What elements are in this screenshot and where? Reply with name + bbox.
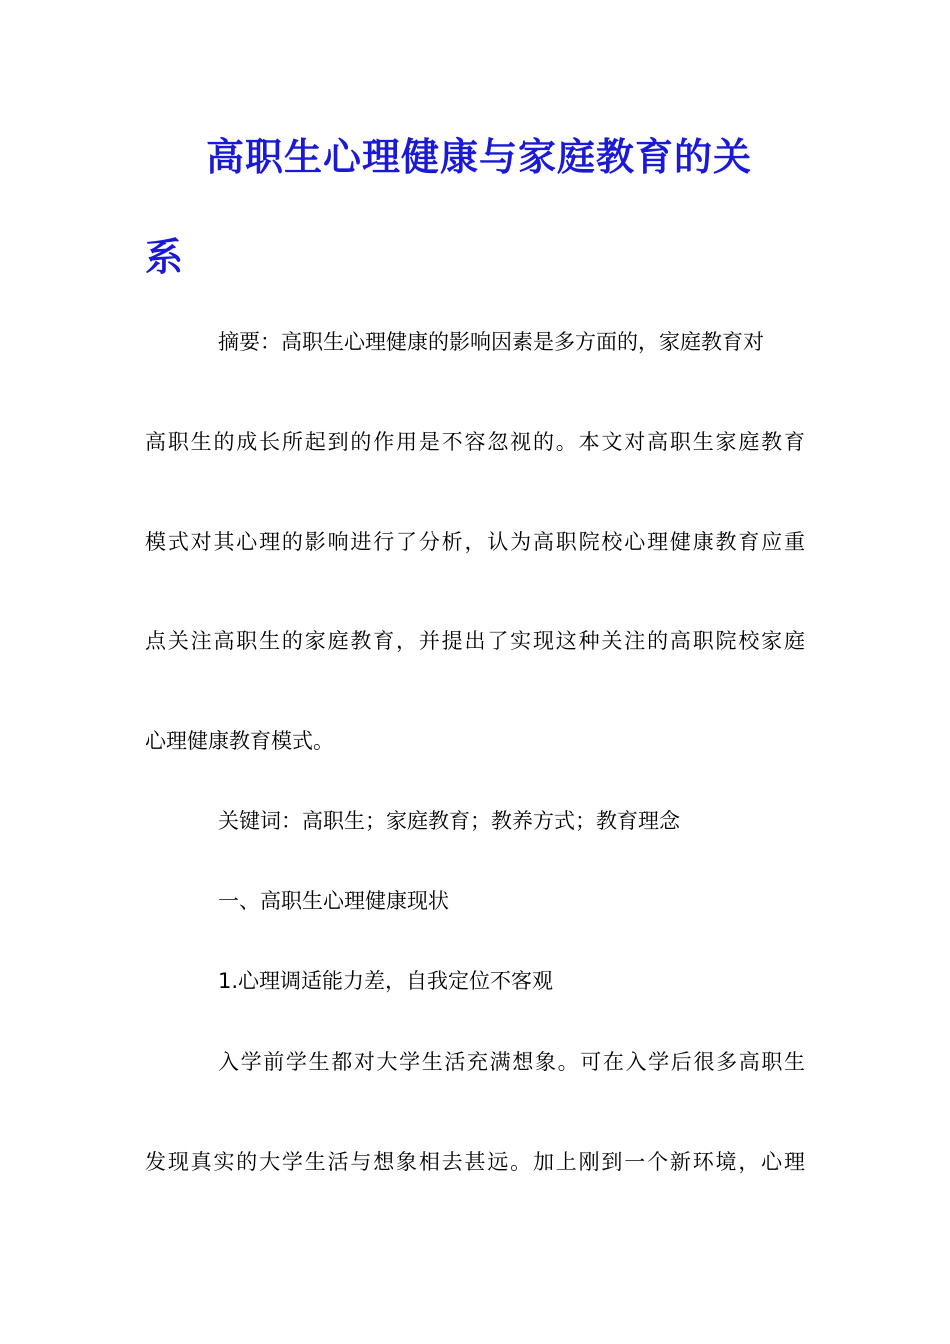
subsection-heading: 1.心理调适能力差，自我定位不客观 [218, 969, 554, 993]
abstract-line-1: 摘要：高职生心理健康的影响因素是多方面的，家庭教育对 [218, 330, 764, 354]
document-title-line-2: 系 [145, 234, 185, 279]
abstract-line-5: 心理健康教育模式。 [145, 729, 334, 753]
document-title-line-1: 高职生心理健康与家庭教育的关 [206, 134, 753, 179]
abstract-line-2: 高职生的成长所起到的作用是不容忽视的。本文对高职生家庭教育 [145, 430, 805, 454]
abstract-line-3: 模式对其心理的影响进行了分析，认为高职院校心理健康教育应重 [145, 530, 805, 554]
abstract-line-4: 点关注高职生的家庭教育，并提出了实现这种关注的高职院校家庭 [145, 629, 805, 653]
body-line-1: 入学前学生都对大学生活充满想象。可在入学后很多高职生 [218, 1050, 805, 1074]
section-heading: 一、高职生心理健康现状 [218, 889, 449, 913]
keywords-line: 关键词：高职生；家庭教育；教养方式；教育理念 [218, 809, 680, 833]
body-line-2: 发现真实的大学生活与想象相去甚远。加上刚到一个新环境，心理 [145, 1150, 805, 1174]
